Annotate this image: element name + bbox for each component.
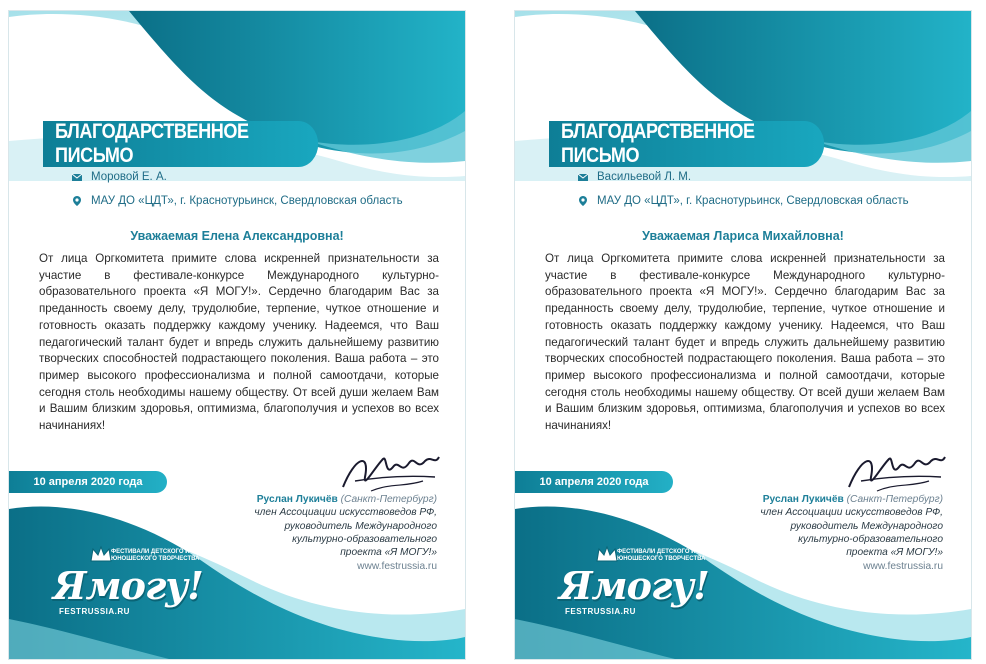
signer-name: Руслан Лукичёв (762, 494, 844, 505)
greeting: Уважаемая Елена Александровна! (130, 229, 344, 243)
festival-logo (559, 545, 709, 625)
signer-city: (Санкт-Петербург) (846, 494, 943, 505)
recipient-name: Васильевой Л. М. (597, 171, 692, 183)
logo-subtitle: ФЕСТИВАЛИ ДЕТСКОГО И ЮНОШЕСКОГО ТВОРЧЕСТВА (111, 549, 200, 562)
crown-icon (595, 545, 619, 563)
logo-domain: FESTRUSSIA.RU (59, 607, 130, 616)
signer-role-line-1: член Ассоциации искусствоведов РФ, (760, 507, 943, 519)
thank-you-letter-2 (514, 10, 972, 660)
letter-title: БЛАГОДАРСТВЕННОЕ ПИСЬМО (55, 120, 249, 167)
signer-role-line-3: культурно-образовательного (798, 533, 943, 545)
letter-body: От лица Оргкомитета примите слова искренней признательности за участие в фестивале-конкурсе Международного культурно-образовательного проекта «Я МОГУ!». Сердечно благодарим Вас за преданность своему делу, трудолюбие, терпение, чуткое отношение и готовность оказать поддержку каждому ученику. Надеемся, что Ваш педагогический талант будет и впредь служить дальнейшему развитию творческих способностей подрастающего поколения. Ваша работа – это пример высокого профессионализма и полной самоотдачи, которые сегодня столь необходимы нашему обществу. От всей души желаем Вам и Вашим близким здоровья, оптимизма, благополучия и успехов во всех начинаниях! (39, 252, 439, 433)
envelope-icon (71, 171, 83, 183)
logo-domain: FESTRUSSIA.RU (565, 607, 636, 616)
signer-role-line-3: культурно-образовательного (292, 533, 437, 545)
recipient-row (71, 171, 167, 183)
thank-you-letter-1 (8, 10, 466, 660)
organization-text: МАУ ДО «ЦДТ», г. Краснотурьинск, Свердловская область (597, 195, 909, 207)
recipient-name: Моровой Е. А. (91, 171, 167, 183)
letter-body: От лица Оргкомитета примите слова искренней признательности за участие в фестивале-конкурсе Международного культурно-образовательного проекта «Я МОГУ!». Сердечно благодарим Вас за преданность своему делу, трудолюбие, терпение, чуткое отношение и готовность оказать поддержку каждому ученику. Надеемся, что Ваш педагогический талант будет и впредь служить дальнейшему развитию творческих способностей подрастающего поколения. Ваша работа – это пример высокого профессионализма и полной самоотдачи, которые сегодня столь необходимы нашему обществу. От всей души желаем Вам и Вашим близким здоровья, оптимизма, благополучия и успехов во всех начинаниях! (545, 252, 945, 433)
location-pin-icon (577, 195, 589, 207)
logo-wordmark: Ямогу! (53, 563, 203, 608)
organization-text: МАУ ДО «ЦДТ», г. Краснотурьинск, Свердловская область (91, 195, 403, 207)
festival-logo (53, 545, 203, 625)
letter-title-banner (549, 121, 824, 167)
letter-date: 10 апреля 2020 года (539, 476, 649, 488)
website-link[interactable]: www.festrussia.ru (357, 561, 437, 572)
envelope-icon (577, 171, 589, 183)
signer-role-line-2: руководитель Международного (790, 520, 943, 532)
recipient-row (577, 171, 691, 183)
website-link[interactable]: www.festrussia.ru (863, 561, 943, 572)
signer-role-line-4: проекта «Я МОГУ!» (846, 547, 943, 559)
location-pin-icon (71, 195, 83, 207)
signer-role-line-1: член Ассоциации искусствоведов РФ, (254, 507, 437, 519)
organization-row (577, 195, 909, 207)
logo-wordmark: Ямогу! (559, 563, 709, 608)
organization-row (71, 195, 403, 207)
crown-icon (89, 545, 113, 563)
signer-role-line-2: руководитель Международного (284, 520, 437, 532)
letter-date: 10 апреля 2020 года (33, 476, 143, 488)
signer-role-line-4: проекта «Я МОГУ!» (340, 547, 437, 559)
signer-name: Руслан Лукичёв (256, 494, 338, 505)
greeting: Уважаемая Лариса Михайловна! (642, 229, 844, 243)
logo-subtitle: ФЕСТИВАЛИ ДЕТСКОГО И ЮНОШЕСКОГО ТВОРЧЕСТВА (617, 549, 706, 562)
letter-title-banner (43, 121, 318, 167)
signer-city: (Санкт-Петербург) (340, 494, 437, 505)
letter-title: БЛАГОДАРСТВЕННОЕ ПИСЬМО (561, 120, 755, 167)
